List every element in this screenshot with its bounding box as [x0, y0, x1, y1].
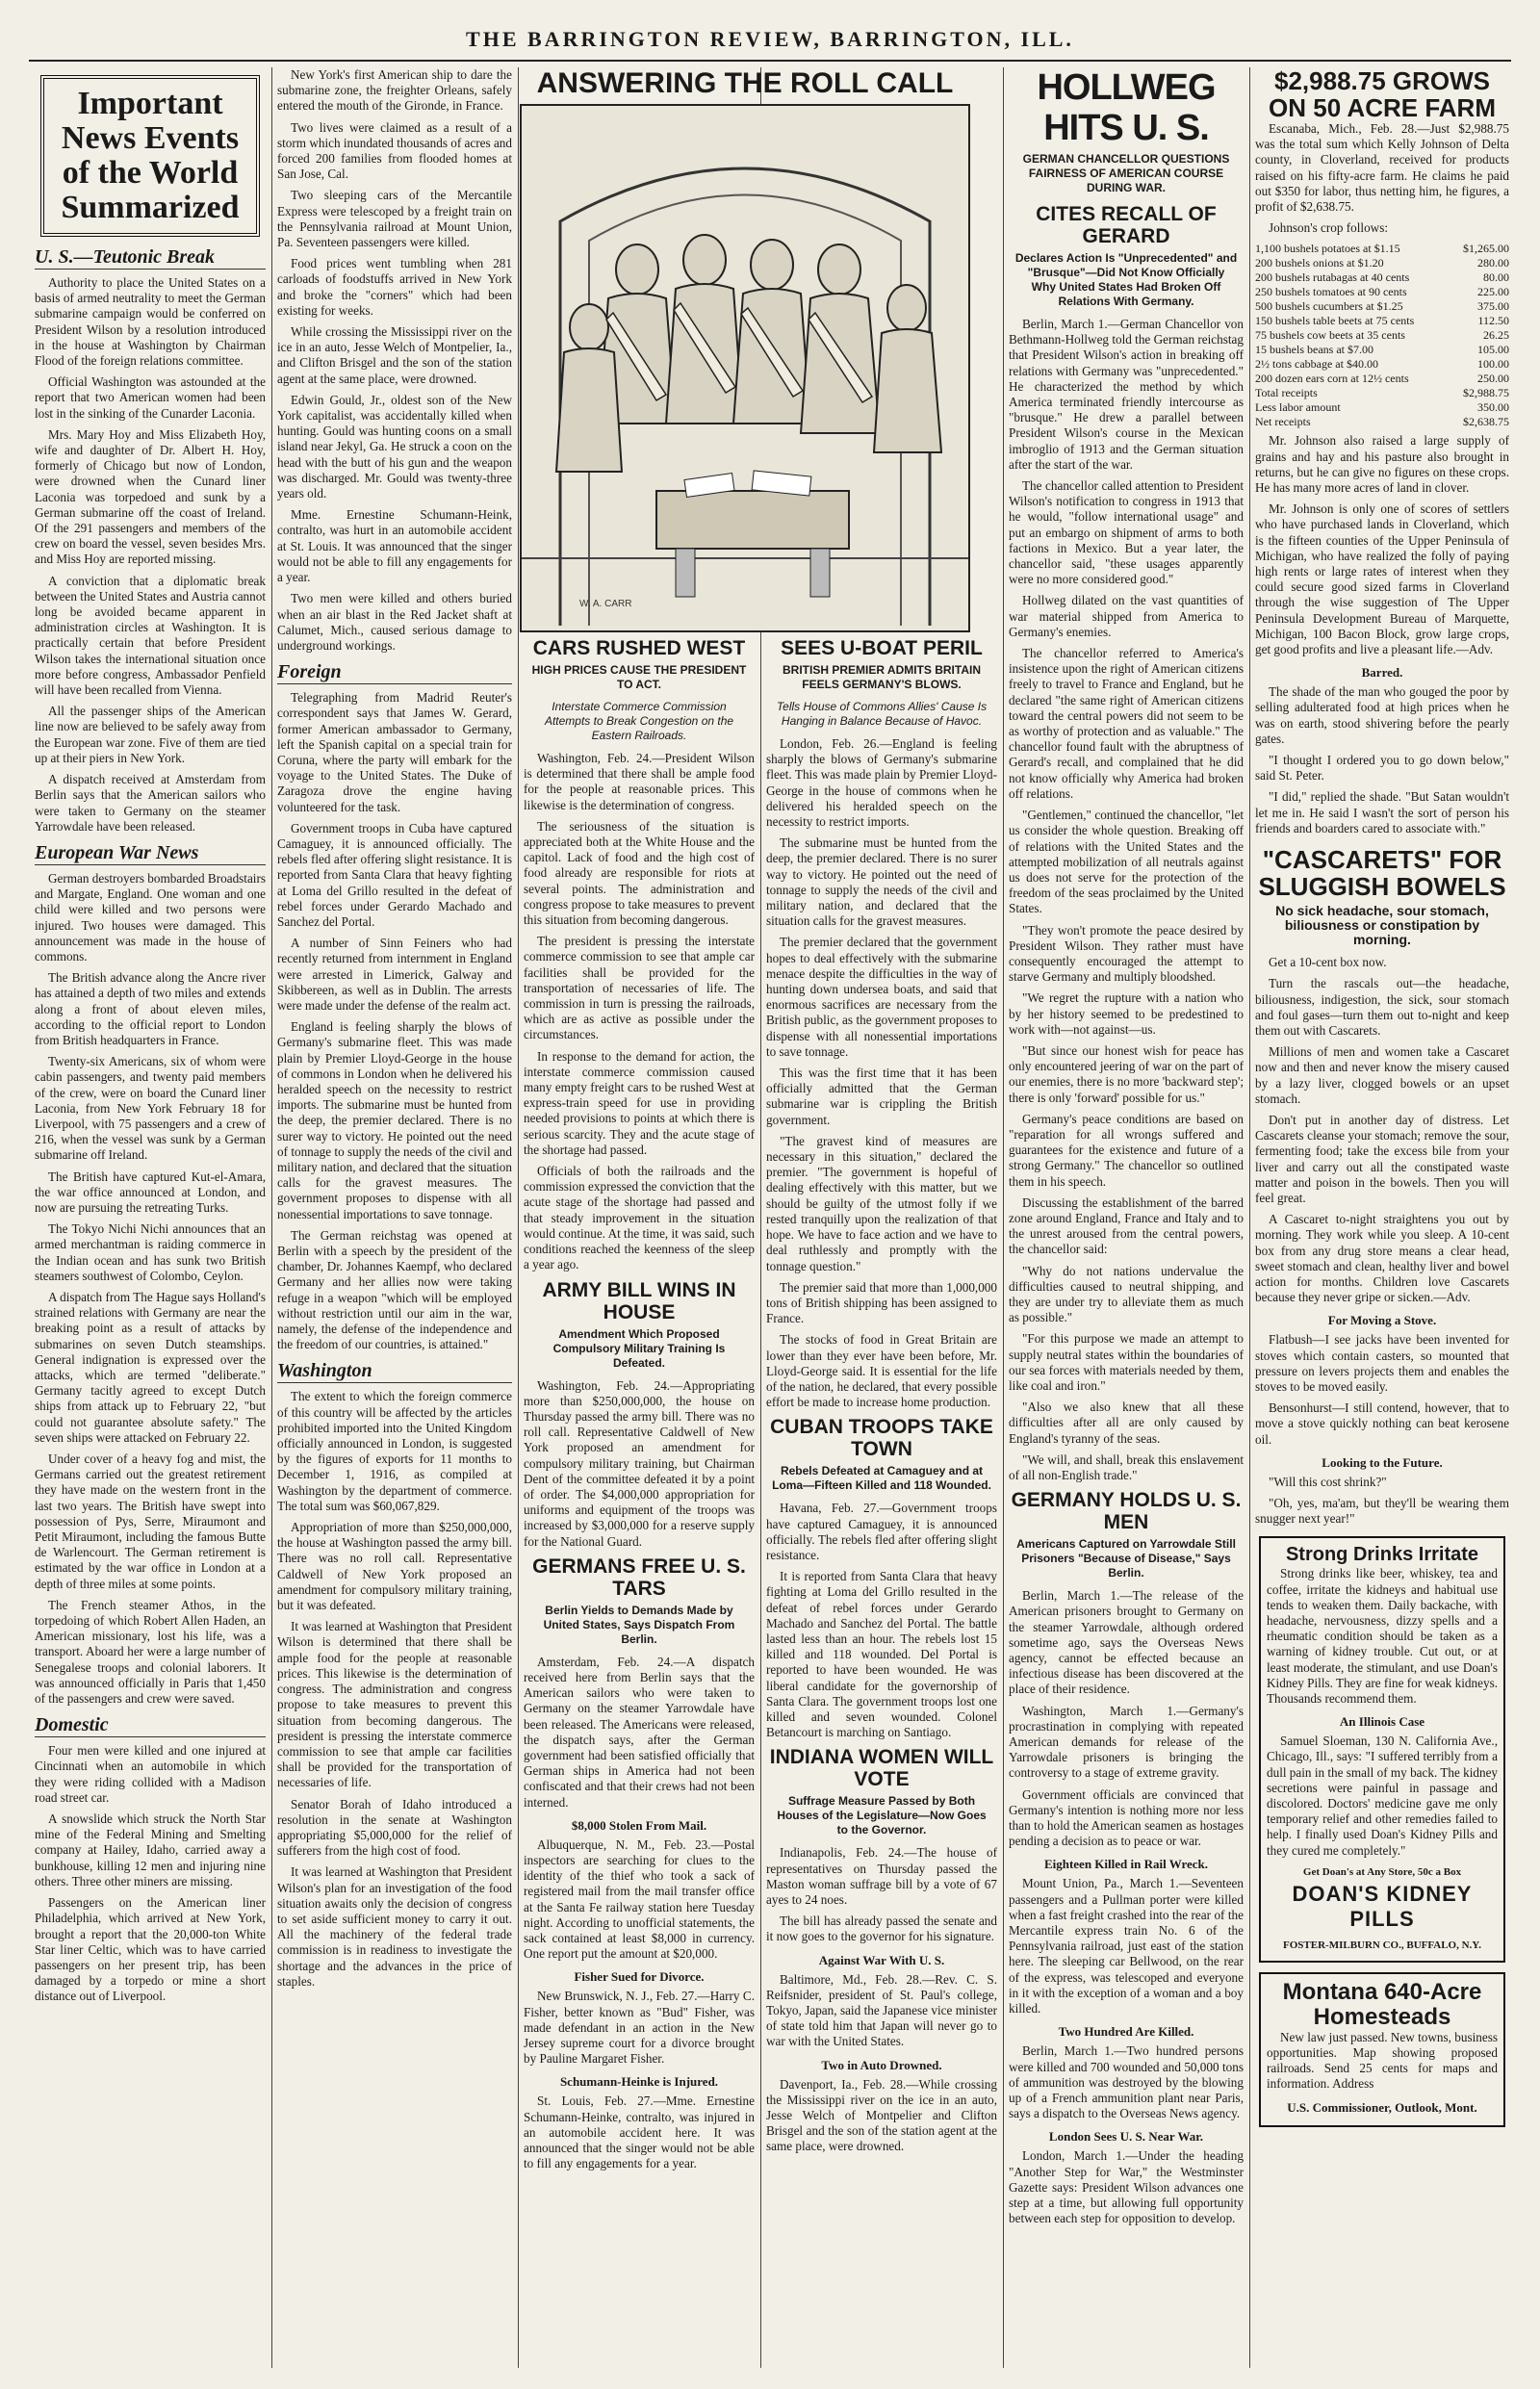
ad-address: U.S. Commissioner, Outlook, Mont.	[1287, 2099, 1477, 2115]
article-paragraph: In response to the demand for action, the interstate commerce commission caused many empty freight cars to be rushed West at express-train speed for use in providing needed provisions to points at which there is serious scarcity. They and the acute stage of the shortage had passed.	[524, 1048, 755, 1157]
article-paragraph: Under cover of a heavy fog and mist, the Germans carried out the greatest retirement they have made on the western front in the last two years. The British have swept into possession of Pys, Serre, Miraumont and Petit Miraumont, including the famous Butte de Warlencourt. The German retirement is estimated by the war office in London at a depth of three miles at some points.	[35, 1451, 266, 1591]
subhead: London Sees U. S. Near War.	[1048, 2129, 1204, 2145]
article-paragraph: It was learned at Washington that President Wilson's plan for an investigation of the food situation awaits only the decision of congress to set aside sufficient money to carry it out. All the machinery of the federal trade commission is in readiness to investigate the shortage and the advances in the price of staples.	[277, 1864, 512, 1989]
column-rule	[271, 67, 272, 2368]
crop-item: 1,100 bushels potatoes at $1.15	[1255, 242, 1400, 256]
crop-item: Net receipts	[1255, 415, 1311, 429]
doans-ad	[1259, 1536, 1505, 1962]
crop-row	[1255, 372, 1509, 386]
column-rule	[1003, 67, 1004, 2368]
article-paragraph: "Gentlemen," continued the chancellor, "let us consider the whole question. Breaking off of relations with the United States and the attempted mobilization of all neutrals against us does not serve for the protection of the freedom of the seas proclaimed by the United States.	[1009, 808, 1244, 916]
article-paragraph: Berlin, March 1.—German Chancellor von Bethmann-Hollweg told the German reichstag that President Wilson's action in breaking off relations with Germany was "unprecedented." He characterized the method by which America terminated friendly intercourse as "brusque." He drew a parallel between President Wilson's course in the Mexican imbroglio of 1913 and the German situation after the start of the war.	[1009, 317, 1244, 472]
article-paragraph: Washington, Feb. 24.—President Wilson is determined that there shall be ample food for the people at reasonable prices. This likewise is the determination of congress.	[524, 751, 755, 812]
deck: BRITISH PREMIER ADMITS BRITAIN FEELS GERMANY'S BLOWS.	[783, 663, 981, 691]
crop-row	[1255, 285, 1509, 299]
article-paragraph: The submarine must be hunted from the deep, the premier declared. There is no surer way to victory. He pointed out the need of tonnage to supply the needs of the civil and military nation, and declared that the situation calls for the gravest measures.	[766, 835, 997, 929]
article-paragraph: Food prices went tumbling when 281 carloads of foodstuffs arrived in New York and broke the "corners" which had been existing for weeks.	[277, 256, 512, 318]
article-paragraph: The shade of the man who gouged the poor by selling adulterated food at high prices when he was on earth, stood shivering before the pearly gates.	[1255, 684, 1509, 746]
article-paragraph: The chancellor referred to America's insistence upon the right of American citizens freely to travel to France and England, but he declared "the same right of American citizens toward the central powers did not seem to be as worthy of protection and as valuable." The chancellor found fault with the abruptness of Gerard's recall, and complained that he did not know officially why America had broken off relations.	[1009, 646, 1244, 801]
cartoon-title: ANSWERING THE ROLL CALL	[536, 67, 954, 99]
ad-maker: FOSTER-MILBURN CO., BUFFALO, N.Y.	[1283, 1939, 1481, 1951]
headline-cars-rushed-west: CARS RUSHED WEST	[532, 637, 746, 659]
article-paragraph: All the passenger ships of the American line now are believed to be safely away from the European war zone. Five of them are tied up at their piers in New York.	[35, 704, 266, 765]
article-paragraph: Discussing the establishment of the barred zone around England, France and Italy and to the unrest aroused from the central powers, the chancellor said:	[1009, 1194, 1244, 1257]
article-paragraph: Two sleeping cars of the Mercantile Express were telescoped by a freight train on the Pennsylvania railroad at Mount Union, Pa. Seventeen passengers were killed.	[277, 188, 512, 250]
article-paragraph: "I thought I ordered you to go down below," said St. Peter.	[1255, 753, 1509, 783]
deck: HIGH PRICES CAUSE THE PRESIDENT TO ACT.	[531, 663, 747, 691]
crop-amount: $1,265.00	[1463, 242, 1509, 256]
article-paragraph: Passengers on the American liner Philadelphia, which arrived at New York, brought a report that the 20,000-ton White Star liner Celtic, which was to have carried passengers on her present trip, has been damaged by a torpedo or mine a short distance out of Liverpool.	[35, 1895, 266, 2004]
headline-germany-holds-men: GERMANY HOLDS U. S. MEN	[1011, 1489, 1242, 1534]
subhead: Barred.	[1361, 665, 1403, 681]
article-paragraph: Officials of both the railroads and the commission expressed the conviction that the acute stage of the shortage had passed and that steady improvement in the situation would continue. At the time, it was said, such conditions reached the keenness of the sleep a year ago.	[524, 1164, 755, 1272]
article-paragraph: The chancellor called attention to President Wilson's notification to congress in 1913 that he would, "follow international usage" and put an embargo on shipment of arms to both factions in Mexico. But a year later, the chancellor said, "these usages apparently were no more considered good."	[1009, 478, 1244, 587]
crop-amount: 350.00	[1477, 400, 1509, 415]
section-heading: Foreign	[277, 661, 512, 684]
article-paragraph: Bensonhurst—I still contend, however, that to move a stove quickly nothing can beat kerosene oil.	[1255, 1400, 1509, 1447]
article-paragraph: New York's first American ship to dare the submarine zone, the freighter Orleans, safely entered the mouth of the Gironde, in France.	[277, 67, 512, 114]
subdeck: Tells House of Commons Allies' Cause Is Hanging in Balance Because of Havoc.	[776, 700, 988, 728]
box-line: Summarized	[61, 190, 240, 225]
article-paragraph: Mr. Johnson is only one of scores of settlers who have purchased lands in Cloverland, which is the fifteen counties of the Upper Peninsula of Michigan, who have realized the folly of paying high rents or large rates of interest when they could secure good sized farms in Cloverland through the wise suggestion of The Upper Peninsula Development Bureau of Marquette, Michigan, 100 Bacon Block, grow large crops, get good profits and live a pleasant life.—Adv.	[1255, 501, 1509, 657]
article-paragraph: A Cascaret to-night straightens you out by morning. They work while you sleep. A 10-cent box from any drug store means a clear head, sweet stomach and clean, healthy liver and bowel action for months. Children love Cascarets because they never gripe or sicken.—Adv.	[1255, 1212, 1509, 1305]
article-paragraph: Germany's peace conditions are based on "reparation for all wrongs suffered and guarantees for the existence and future of a strong Germany." The chancellor so outlined them in his speech.	[1009, 1111, 1244, 1189]
article-paragraph: Twenty-six Americans, six of whom were cabin passengers, and twenty paid members of the crew, were on board the Cunard liner Laconia, from New York February 18 for Liverpool, with 75 passengers and a crew of 216, when the vessel was sunk by a German submarine off Ireland.	[35, 1054, 266, 1163]
crop-row	[1255, 328, 1509, 343]
crop-item: 200 bushels onions at $1.20	[1255, 256, 1384, 270]
column-rule	[518, 67, 519, 2368]
subhead: For Moving a Stove.	[1327, 1313, 1437, 1328]
deck: Rebels Defeated at Camaguey and at Loma—Fifteen Killed and 118 Wounded.	[772, 1464, 991, 1493]
article-paragraph: Mr. Johnson also raised a large supply of grains and hay and his pasture also brought in returns, but he can give no figures on these crops. He has many more acres of land in clover.	[1255, 433, 1509, 496]
article-paragraph: Authority to place the United States on a basis of armed neutrality to meet the German submarine campaign would be conferred on President Wilson by a resolution introduced in the house at Washington by Chairman Flood of the foreign relations committee.	[35, 275, 266, 369]
ad-brand: DOAN'S KIDNEY PILLS	[1292, 1881, 1473, 1931]
article-paragraph: Baltimore, Md., Feb. 28.—Rev. C. S. Reifsnider, president of St. Paul's college, Tokyo, Japan, said the Japanese vice minister of state told him that Japan will never go to war with the United States.	[766, 1971, 997, 2049]
article-paragraph: Flatbush—I see jacks have been invented for stoves which contain casters, so mounted that pressure on levers projects them and enables the stoves to be moved easily.	[1255, 1332, 1509, 1394]
ad-subhead: An Illinois Case	[1339, 1714, 1425, 1730]
crop-row	[1255, 357, 1509, 372]
column-foreign-news	[766, 637, 997, 2368]
headline-cites-recall: CITES RECALL OF GERARD	[1036, 203, 1217, 247]
crop-amount: 105.00	[1477, 343, 1509, 357]
article-paragraph: Senator Borah of Idaho introduced a resolution in the senate at Washington appropriating $5,000,000 for the relief of sufferers from the high cost of food.	[277, 1796, 512, 1859]
column-news-summary	[35, 67, 266, 2368]
article-paragraph: Mount Union, Pa., March 1.—Seventeen passengers and a Pullman porter were killed when a fast freight crashed into the rear of the Mercantile express train No. 6 of the Pennsylvania railroad, just east of the station here. The sleeping car Bellwood, on the rear of the express, was telescoped and everyone in it with the exception of a woman and a boy killed.	[1009, 1876, 1244, 2017]
subhead: Eighteen Killed in Rail Wreck.	[1043, 1857, 1209, 1872]
article-paragraph: London, Feb. 26.—England is feeling sharply the blows of Germany's submarine fleet. This was made plain by Premier Lloyd-George in the house of commons when he delivered his heralded speech on the necessity to restrict imports.	[766, 736, 997, 830]
crop-table	[1255, 242, 1509, 429]
crop-row	[1255, 343, 1509, 357]
section-heading: European War News	[35, 842, 266, 865]
subhead: Fisher Sued for Divorce.	[574, 1969, 705, 1985]
crop-item: 15 bushels beans at $7.00	[1255, 343, 1373, 357]
article-paragraph: Two lives were claimed as a result of a storm which inundated thousands of acres and forced 200 families from flooded homes at San Jose, Cal.	[277, 119, 512, 182]
crop-item: 200 bushels rutabagas at 40 cents	[1255, 270, 1410, 285]
crop-row	[1255, 415, 1509, 429]
crop-amount: 100.00	[1477, 357, 1509, 372]
article-paragraph: New Brunswick, N. J., Feb. 27.—Harry C. Fisher, better known as "Bud" Fisher, was made defendant in an action in the New Jersey supreme court for a divorce brought by Pauline Margaret Fisher.	[524, 1989, 755, 2067]
crop-item: 2½ tons cabbage at $40.00	[1255, 357, 1378, 372]
cartoon-illustration	[522, 106, 968, 630]
article-paragraph: Albuquerque, N. M., Feb. 23.—Postal inspectors are searching for clues to the identity of the thief who took a sack of registered mail from the mail transfer office at the Santa Fe railway station here Tuesday night. According to unofficial statements, the sack contained at least $8,000 in currency. One report put the amount at $20,000.	[524, 1837, 755, 1962]
article-paragraph: The premier said that more than 1,000,000 tons of British shipping has been assigned to France.	[766, 1279, 997, 1326]
deck: Declares Action Is "Unprecedented" and "Brusque"—Did Not Know Officially Why United States Had Broken Off Relations With Germany.	[1014, 251, 1238, 308]
box-line: Important	[77, 86, 223, 121]
article-paragraph: "I did," replied the shade. "But Satan wouldn't let me in. He said I wasn't the sort of person his friends and boarders cared to associate with."	[1255, 789, 1509, 835]
article-paragraph: Millions of men and women take a Cascaret now and then and never know the misery caused by a lazy liver, clogged bowels or an upset stomach.	[1255, 1044, 1509, 1106]
deck: Americans Captured on Yarrowdale Still Prisoners "Because of Disease," Says Berlin.	[1016, 1537, 1236, 1580]
article-paragraph: It was learned at Washington that President Wilson is determined that there shall be ample food for the people at reasonable prices. This likewise is the determination of congress. The administration and congress propose to take measures to prevent this situation from becoming dangerous. The president is pressing the interstate commerce commission to see that ample car facilities shall be provided for the transportation of necessaries of life.	[277, 1619, 512, 1790]
column-news-briefs	[277, 67, 512, 2368]
article-paragraph: While crossing the Mississippi river on the ice in an auto, Jesse Welch of Montpelier, Ia., and Clifton Brisgel and the son of the station agent at the same place, were drowned.	[277, 324, 512, 386]
headline-2988-grows: $2,988.75 GROWS ON 50 ACRE FARM	[1269, 67, 1496, 122]
article-paragraph: The stocks of food in Great Britain are lower than they ever have been before, Mr. Lloyd-George said. It is essential for the life of the nation, he declared, that every possible effort be made to increase home production.	[766, 1332, 997, 1410]
article-paragraph: Mrs. Mary Hoy and Miss Elizabeth Hoy, wife and daughter of Dr. Albert H. Hoy, formerly of Chicago but now of London, were drowned when the Cunard liner Laconia was torpedoed and sunk by a German submarine off the coast of Ireland. Of the 291 passengers and members of the crew on board the vessel, seven besides Mrs. and Miss Hoy are reported missing.	[35, 426, 266, 567]
article-paragraph: "They won't promote the peace desired by President Wilson. They rather must have consequently encouraged the attempt to starve Germany and multiply bloodshed.	[1009, 922, 1244, 985]
crop-item: 250 bushels tomatoes at 90 cents	[1255, 285, 1407, 299]
article-paragraph: Berlin, March 1.—The release of the American prisoners brought to Germany on the steamer Yarrowdale, although ordered sometime ago, says the Overseas News agency, cannot be effected because an infectious disease has been discovered at the place of their residence.	[1009, 1588, 1244, 1697]
column-domestic-news	[524, 637, 755, 2368]
crop-row	[1255, 299, 1509, 314]
article-paragraph: Get a 10-cent box now.	[1269, 955, 1387, 970]
ad-paragraph: New law just passed. New towns, business opportunities. Map showing proposed railroads. Send 25 cents for maps and information. Address	[1267, 2029, 1498, 2092]
article-paragraph: Havana, Feb. 27.—Government troops have captured Camaguey, it is announced officially. The rebels fled after offering slight resistance.	[766, 1501, 997, 1562]
article-paragraph: Amsterdam, Feb. 24.—A dispatch received here from Berlin says that the American sailors who were taken to Germany on the steamer Yarrowdale have been released. The Americans were released, the dispatch says, after the German government had been satisfied officially that German ships in America had not been confiscated and that their crews had not been interned.	[524, 1654, 755, 1810]
article-paragraph: The Tokyo Nichi Nichi announces that an armed merchantman is raiding commerce in the Indian ocean and has sunk two British steamers southwest of Colombo, Ceylon.	[35, 1221, 266, 1283]
crop-row	[1255, 270, 1509, 285]
article-paragraph: "Also we also knew that all these difficulties after all are only caused by England's tyranny of the seas.	[1009, 1400, 1244, 1446]
article-paragraph: Washington, March 1.—Germany's procrastination in complying with repeated American demands for release of the Yarrowdale prisoners is bringing the controversy to a stage of extreme gravity.	[1009, 1703, 1244, 1781]
subhead: Schumann-Heinke is Injured.	[559, 2074, 719, 2090]
article-paragraph: The British have captured Kut-el-Amara, the war office announced at London, and now are pursuing the retreating Turks.	[35, 1169, 266, 1215]
article-paragraph: A dispatch received at Amsterdam from Berlin says that the American sailors who were taken to Germany on the steamer Yarrowdale have been released.	[35, 772, 266, 834]
ad-headline: Montana 640-Acre Homesteads	[1282, 1978, 1482, 2030]
article-paragraph: Turn the rascals out—the headache, biliousness, indigestion, the sick, sour stomach and foul gases—turn them out to-night and keep them out with Cascarets.	[1255, 976, 1509, 1038]
crop-item: 150 bushels table beets at 75 cents	[1255, 314, 1415, 328]
section-heading: Domestic	[35, 1714, 266, 1737]
box-line: of the World	[62, 155, 239, 191]
ad-paragraph: Samuel Sloeman, 130 N. California Ave., Chicago, Ill., says: "I suffered terribly from a dull pain in the small of my back. The kidney secretions were painful in passage and discolored. Doctors' medicine gave me only temporary relief and other remedies failed to help. I finally used Doan's Kidney Pills and they cured me completely."	[1267, 1734, 1499, 1858]
article-paragraph: Government officials are convinced that Germany's intention is nothing more nor less than to hold the American seamen as hostages pending a decision as to peace or war.	[1009, 1786, 1244, 1849]
crop-amount: $2,988.75	[1463, 386, 1509, 400]
important-news-box	[40, 75, 260, 237]
article-paragraph: German destroyers bombarded Broadstairs and Margate, England. One woman and one child were killed and two persons were injured. Two houses were damaged. This announcement was made in the house of commons.	[35, 870, 266, 963]
ad-paragraph: Strong drinks like beer, whiskey, tea and coffee, irritate the kidneys and habitual use tends to weaken them. Daily backache, with headache, nervousness, dizzy spells and a rheumatic condition should be taken as a warning of kidney trouble. Cut out, or at least moderate, the stimulant, and use Doan's Kidney Pills. They are fine for weak kidneys. Thousands recommend them.	[1267, 1566, 1498, 1707]
article-paragraph: Official Washington was astounded at the report that two American women had been lost in the sinking of the Cunarder Laconia.	[35, 374, 266, 421]
ad-where: Get Doan's at Any Store, 50c a Box	[1302, 1865, 1462, 1878]
article-paragraph: This was the first time that it has been officially admitted that the German submarine war is crippling the British government.	[766, 1066, 997, 1127]
headline-army-bill: ARMY BILL WINS IN HOUSE	[542, 1278, 736, 1323]
article-paragraph: Mme. Ernestine Schumann-Heink, contralto, was hurt in an automobile accident at St. Louis. It was announced that the singer would not be able to fill any engagements for a year.	[277, 507, 512, 585]
article-paragraph: Berlin, March 1.—Two hundred persons were killed and 700 wounded and 50,000 tons of ammunition was destroyed by the blowing up of a French ammunition plant near Paris, says a dispatch to the Overseas News agency.	[1009, 2043, 1244, 2121]
article-paragraph: "For this purpose we made an attempt to supply neutral states within the boundaries of our sea forces with materials needed by them, like coal and iron."	[1009, 1331, 1244, 1393]
headline-indiana-women: INDIANA WOMEN WILL VOTE	[769, 1746, 994, 1791]
section-heading: U. S.—Teutonic Break	[35, 246, 266, 270]
article-paragraph: "Oh, yes, ma'am, but they'll be wearing them snugger next year!"	[1255, 1495, 1509, 1527]
deck: Berlin Yields to Demands Made by United States, Says Dispatch From Berlin.	[543, 1603, 735, 1646]
article-paragraph: A conviction that a diplomatic break between the United States and Austria cannot long be avoided became apparent in administration circles at Washington. It is practically certain that before President Wilson takes the international situation once more before congress, Ambassador Penfield will have been recalled from Vienna.	[35, 573, 266, 698]
crop-amount: 375.00	[1477, 299, 1509, 314]
ad-headline: Strong Drinks Irritate	[1285, 1544, 1479, 1566]
article-paragraph: A dispatch from The Hague says Holland's strained relations with Germany are near the breaking point as a result of attacks by submarines on seven Dutch steamships. General indignation is expressed over the attacks, which are termed "deliberate." Germany tacitly agreed to except Dutch ships from attack up to February 22, "but could not guarantee absolute safety." The seven ships were attacked on February 22.	[35, 1289, 266, 1445]
article-paragraph: London, March 1.—Under the heading "Another Step for War," the Westminster Gazette says: President Wilson advances one step at a time, but allowing full opportunity between each step for opposition to develop.	[1009, 2148, 1244, 2226]
crop-item: 75 bushels cow beets at 35 cents	[1255, 328, 1405, 343]
cartoon-credit: W. A. CARR	[579, 599, 632, 609]
headline-cuban-troops: CUBAN TROOPS TAKE TOWN	[770, 1416, 993, 1461]
article-paragraph: Appropriation of more than $250,000,000, the house at Washington passed the army bill. There was no roll call. Representative Caldwell of New York proposed an amendment for compulsory military training, but it was defeated.	[277, 1520, 512, 1613]
article-paragraph: The president is pressing the interstate commerce commission to see that ample car facilities shall be provided for the transportation of necessaries of life. The commission in turn is pressing the railroads, which are as active as possible under the circumstances.	[524, 934, 755, 1042]
article-paragraph: A number of Sinn Feiners who had recently returned from internment in England were arrested in Limerick, Galway and Skibbereen, as well as in Dublin. The arrests were made under the defense of the realm act.	[277, 936, 512, 1013]
deck: GERMAN CHANCELLOR QUESTIONS FAIRNESS OF AMERICAN COURSE DURING WAR.	[1022, 152, 1230, 194]
article-paragraph: A snowslide which struck the North Star mine of the Federal Mining and Smelting company at Hailey, Idaho, carried away a bunkhouse, killing 12 men and injuring nine others. Three other miners are missing.	[35, 1811, 266, 1888]
article-paragraph: Davenport, Ia., Feb. 28.—While crossing the Mississippi river on the ice in an auto, Jesse Welch of Montpelier and Clifton Brisgel and the son of the station agent at the same place, were drowned.	[766, 2076, 997, 2154]
crop-row	[1255, 400, 1509, 415]
subhead: Looking to the Future.	[1322, 1454, 1443, 1470]
article-paragraph: It is reported from Santa Clara that heavy fighting at Loma del Grillo resulted in the defeat of rebel forces under Gerardo Machado and Sanchez del Portal. The battle lasted less than an hour. The rebels lost 15 killed and 118 wounded. Del Portal is reported to have been wounded. He was liberal candidate for the governorship of Santa Clara. The government troops lost one killed and seven wounded. Colonel Betancourt is marching on Santiago.	[766, 1569, 997, 1740]
crop-amount: 26.25	[1483, 328, 1509, 343]
column-rule	[1249, 67, 1250, 2368]
crop-item: 200 dozen ears corn at 12½ cents	[1255, 372, 1409, 386]
article-paragraph: Four men were killed and one injured at Cincinnati when an automobile in which they were riding collided with a Madison road street car.	[35, 1743, 266, 1805]
article-paragraph: Telegraphing from Madrid Reuter's correspondent says that James W. Gerard, former American ambassador to Germany, left the Spanish capital on a special train for Coruna, where the party will embark for the voyage to the United States. The Duke of Zaragoza drove the engine having volunteered for the task.	[277, 690, 512, 814]
headline-germans-free-tars: GERMANS FREE U. S. TARS	[532, 1554, 746, 1600]
article-paragraph: Government troops in Cuba have captured Camaguey, it is announced officially. The rebels fled after offering slight resistance. It is reported from Santa Clara that heavy fighting at Loma del Grillo resulted in the defeat of rebel forces under Gerardo Machado and Sanchez del Portal.	[277, 820, 512, 929]
headline-sees-uboat-peril: SEES U-BOAT PERIL	[781, 637, 983, 659]
article-paragraph: Johnson's crop follows:	[1269, 220, 1388, 236]
crop-item: 500 bushels cucumbers at $1.25	[1255, 299, 1403, 314]
crop-amount: 280.00	[1477, 256, 1509, 270]
article-paragraph: The bill has already passed the senate and it now goes to the governor for his signature.	[766, 1914, 997, 1944]
article-paragraph: The British advance along the Ancre river has attained a depth of two miles and extends along a front of about eleven miles, according to the official report to London from British headquarters in France.	[35, 970, 266, 1047]
article-paragraph: Hollweg dilated on the vast quantities of war material shipped from America to Germany's enemies.	[1009, 593, 1244, 639]
crop-amount: 112.50	[1477, 314, 1509, 328]
article-paragraph: "Will this cost shrink?"	[1269, 1474, 1387, 1489]
subdeck: Interstate Commerce Commission Attempts to Break Congestion on the Eastern Railroads.	[544, 700, 734, 742]
article-paragraph: The premier declared that the government hopes to deal effectively with the submarine menace despite the difficulties in the way of hunting down undersea boats, and said that enormous sacrifices are necessary from the British public, as the government proposes to dispense with all nonessential importations to save tonnage.	[766, 935, 997, 1059]
article-paragraph: St. Louis, Feb. 27.—Mme. Ernestine Schumann-Heinke, contralto, was injured in an automobile accident here. It was announced that the singer would not be able to fill any engagements for a year.	[524, 2094, 755, 2171]
deck: Suffrage Measure Passed by Both Houses of the Legislature—Now Goes to the Governor.	[777, 1794, 987, 1837]
article-paragraph: "The gravest kind of measures are necessary in this situation," declared the premier. "The government is hopeful of dealing effectively with this matter, but we should be guilty of the utmost folly if we rested tranquilly upon the realization of that hope. We have to face action and we have to deal ruthlessly and promptly with the tonnage question."	[766, 1133, 997, 1273]
crop-amount: $2,638.75	[1463, 415, 1509, 429]
deck: Amendment Which Proposed Compulsory Military Training Is Defeated.	[552, 1326, 726, 1370]
article-paragraph: The seriousness of the situation is appreciated both at the White House and the capitol. Lack of food and the high cost of food already are responsible for riots at several points. The administration and congress propose to take measures to prevent this situation from becoming dangerous.	[524, 818, 755, 928]
editorial-cartoon	[520, 104, 970, 632]
article-paragraph: Two men were killed and others buried when an air blast in the Red Jacket shaft at Calumet, Mich., caused serious damage to underground workings.	[277, 591, 512, 653]
masthead: THE BARRINGTON REVIEW, BARRINGTON, ILL.	[29, 27, 1511, 62]
crop-item: Total receipts	[1255, 386, 1318, 400]
crop-row	[1255, 256, 1509, 270]
box-line: News Events	[61, 120, 240, 156]
article-paragraph: "But since our honest wish for peace has only encountered jeering of war on the part of our enemies, there is no more 'backward step'; there is only 'forward' possible for us."	[1009, 1042, 1244, 1105]
article-paragraph: The extent to which the foreign commerce of this country will be affected by the articles prohibited imported into the United Kingdom officially announced in London, is suggested by the figures of exports for 11 months to December 1, 1916, as compiled at Washington by the department of commerce. The total sum was $60,067,829.	[277, 1389, 512, 1513]
headline-cascarets: "CASCARETS" FOR SLUGGISH BOWELS	[1258, 845, 1506, 902]
crop-amount: 250.00	[1477, 372, 1509, 386]
section-heading: Washington	[277, 1360, 512, 1383]
montana-ad	[1259, 1972, 1505, 2127]
crop-amount: 80.00	[1483, 270, 1509, 285]
column-ads-farm	[1255, 67, 1509, 2368]
crop-row	[1255, 242, 1509, 256]
subhead: Against War With U. S.	[818, 1952, 945, 1967]
article-paragraph: Edwin Gould, Jr., oldest son of the New York capitalist, was accidentally killed when hunting. Gould was hunting coons on a small island near Jekyl, Ga. He struck a coon on the head with the butt of his gun and the weapon was discharged. Mr. Gould was twenty-three years old.	[277, 392, 512, 501]
column-hollweg	[1009, 67, 1244, 2368]
article-paragraph: "We will, and shall, break this enslavement of all non-English trade."	[1009, 1451, 1244, 1483]
article-paragraph: The German reichstag was opened at Berlin with a speech by the president of the chamber, Dr. Johannes Kaempf, who declared Germany and her allies now were taking refuge in a weapon "which will be employed without restriction until our aim in the war, namely, the defense of the independence and the freedom of our countries, is attained."	[277, 1227, 512, 1352]
article-paragraph: England is feeling sharply the blows of Germany's submarine fleet. This was made plain by Premier Lloyd-George in the house of commons in London when he delivered his heralded speech on the necessity to restrict imports. The submarine must be hunted from the deep, the premier declared. There is no surer way to victory. He pointed out the need of tonnage to supply the needs of the civil and military nation, and declared that the situation calls for the gravest measures. The government proposes to dispense with all nonessential importations to save tonnage.	[277, 1019, 512, 1221]
crop-row	[1255, 314, 1509, 328]
article-paragraph: "We regret the rupture with a nation who by her history seemed to be predestined to work with—not against—us.	[1009, 990, 1244, 1037]
article-paragraph: "Why do not nations undervalue the difficulties caused to neutral shipping, and they are under try to alleviate them as much as possible."	[1009, 1263, 1244, 1325]
deck: No sick headache, sour stomach, biliousness or constipation by morning.	[1275, 903, 1489, 948]
crop-amount: 225.00	[1477, 285, 1509, 299]
article-paragraph: Escanaba, Mich., Feb. 28.—Just $2,988.75 was the total sum which Kelly Johnson of Delta county, in Cloverland, received for products raised on his fifty-acre farm. He claims he paid out $350 for labor, thus netting him, he figures, a profit of $2,638.75.	[1255, 121, 1509, 215]
article-paragraph: Indianapolis, Feb. 24.—The house of representatives on Thursday passed the Maston woman suffrage bill by a vote of 67 ayes to 24 noes.	[766, 1845, 997, 1907]
crop-item: Less labor amount	[1255, 400, 1341, 415]
crop-row	[1255, 386, 1509, 400]
article-paragraph: Washington, Feb. 24.—Appropriating more than $250,000,000, the house on Thursday passed the army bill. There was no roll call. Representative Caldwell of New York proposed an amendment for compulsory military training, but Chairman Dent of the committee defeated it by a point of order. The $4,000,000 appropriation for uniforms and equipment of the troops was increased by $3,000,000 for a reserve supply for the National Guard.	[524, 1377, 755, 1549]
subhead: Two in Auto Drowned.	[821, 2057, 942, 2072]
subhead: $8,000 Stolen From Mail.	[571, 1817, 707, 1833]
article-paragraph: The French steamer Athos, in the torpedoing of which Robert Allen Haden, an American missionary, lost his life, was a transport. Aboard her were a large number of Senegalese troops and colonial laborers. It was announced officially in Paris that 1,450 of the passengers and crew were saved.	[35, 1597, 266, 1707]
subhead: Two Hundred Are Killed.	[1058, 2024, 1194, 2040]
headline-hollweg-hits-us: HOLLWEG HITS U. S.	[1037, 67, 1216, 148]
article-paragraph: Don't put in another day of distress. Let Cascarets cleanse your stomach; remove the sour, fermenting food; take the excess bile from your liver and carry out all the constipated waste matter and poison in the bowels. Then you will feel great.	[1255, 1112, 1509, 1205]
